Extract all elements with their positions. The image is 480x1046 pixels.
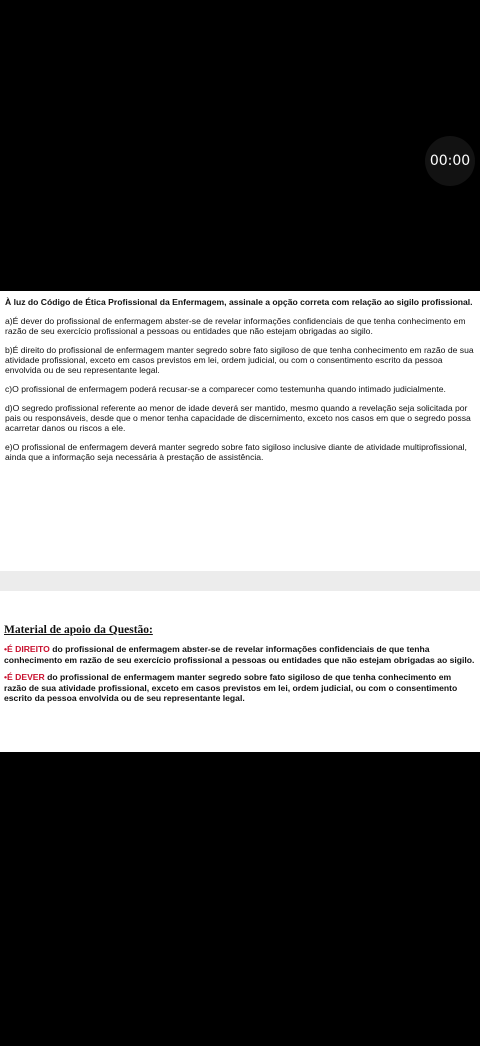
video-timer[interactable]: 00:00 [425, 136, 475, 186]
highlight-direito: É DIREITO [7, 644, 50, 654]
bullet: • [4, 672, 8, 682]
support-card [0, 591, 480, 752]
question-content [0, 291, 480, 462]
question-title: À luz do Código de Ética Profissional da Enfermagem, assinale a opção correta com relação ao sigilo profissional. [5, 297, 473, 307]
support-item-direito [4, 644, 475, 665]
support-content [0, 591, 480, 704]
bullet: • [4, 644, 8, 654]
option-e: e)O profissional de enfermagem deverá manter segredo sobre fato sigiloso inclusive diante de atividade multiprofissional, ainda que a informação seja necessária à prestação de assistência. [5, 442, 467, 462]
divider-strip [0, 571, 480, 591]
option-d: d)O segredo profissional referente ao menor de idade deverá ser mantido, mesmo quando a revelação seja solicitada por pais ou responsáveis, desde que o menor tenha capacidade de discernimento, exceto nos casos em que o segredo possa acarretar danos ou riscos a ele. [5, 403, 471, 433]
support-item-dever [4, 672, 475, 704]
option-b: b)É direito do profissional de enfermagem manter segredo sobre fato sigiloso de que tenha conhecimento em razão de sua atividade profissional, exceto em casos previstos em lei, ordem judicial, ou com o consentimento escrito da pessoa envolvida ou de seu representante legal. [5, 345, 474, 375]
option-a: a)É dever do profissional de enfermagem abster-se de revelar informações confidenciais de que tenha conhecimento em razão de seu exercício profissional a pessoas ou entidades que não estejam obrigadas ao sigilo. [5, 316, 466, 336]
support-item-text: do profissional de enfermagem manter segredo sobre fato sigiloso de que tenha conhecimento em razão de sua atividade profissional, exceto em casos previstos em lei, ordem judicial, ou com o consentimento escrito da pessoa envolvida ou de seu representante legal. [4, 672, 458, 703]
option-c: c)O profissional de enfermagem poderá recusar-se a comparecer como testemunha quando intimado judicialmente. [5, 384, 446, 394]
support-item-text: do profissional de enfermagem abster-se de revelar informações confidenciais de que tenha conhecimento em razão de seu exercício profissional a pessoas ou entidades que não estejam obrigadas ao sigilo. [4, 644, 475, 665]
support-title: Material de apoio da Questão: [4, 624, 153, 636]
highlight-dever: É DEVER [7, 672, 45, 682]
question-card [0, 291, 480, 571]
